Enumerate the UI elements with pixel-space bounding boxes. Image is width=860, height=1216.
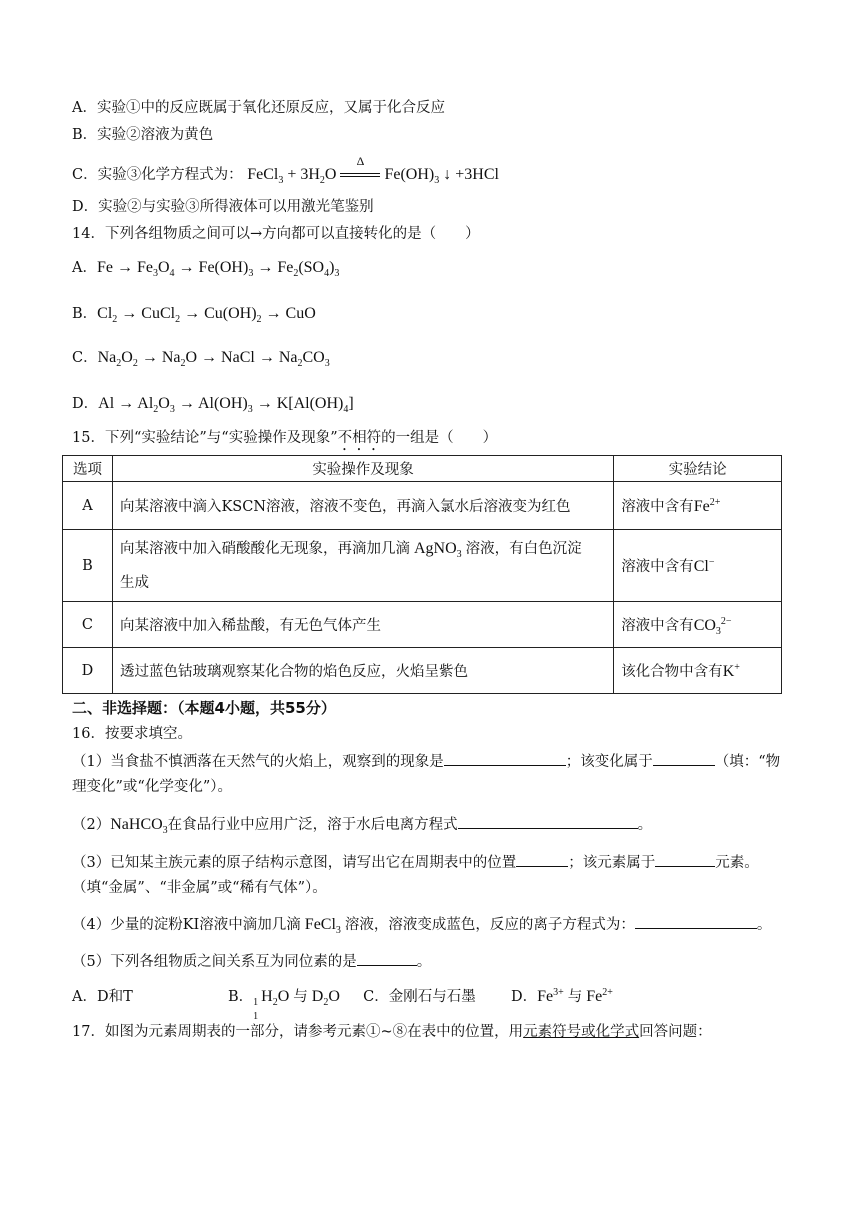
- table-row: [63, 602, 782, 648]
- q14-a-label: A．: [72, 260, 97, 276]
- answer-blank[interactable]: [635, 914, 757, 929]
- row-conclusion: 溶液中含有$CO_3^{2-}$: [614, 602, 782, 648]
- row-conclusion: 溶液中含有$Fe^{2+}$: [614, 482, 782, 530]
- q16-part5-options: A．D和T B． 1 1 $H_2O$ 与 $D_2O$ C．金刚石与石墨 D．$Fe^{3+}$ 与 $Fe^{2+}$: [72, 987, 613, 1022]
- q14-stem: 14．下列各组物质之间可以→方向都可以直接转化的是（ ）: [72, 226, 480, 242]
- q16-part3: （3）已知某主族元素的原子结构示意图，请写出它在周期表中的位置 ；该元素属于 元素。: [72, 852, 759, 873]
- q15-emphasis: 不相符: [337, 430, 382, 446]
- row-conclusion: 该化合物中含有K+: [614, 648, 782, 694]
- q13-option-d: D．实验②与实验③所得液体可以用激光笔鉴别: [72, 199, 374, 215]
- header-operation: 实验操作及现象: [112, 456, 613, 482]
- q15-stem-post: 的一组是（ ）: [381, 430, 498, 446]
- row-operation: 向某溶液中滴入KSCN溶液，溶液不变色，再滴入氯水后溶液变为红色: [112, 482, 613, 530]
- table-row: [63, 482, 782, 530]
- q15-table: [62, 455, 782, 694]
- header-conclusion: 实验结论: [614, 456, 782, 482]
- answer-blank[interactable]: [444, 751, 566, 766]
- heat-condition: Δ: [356, 154, 365, 168]
- option-c: C．金刚石与石墨: [363, 989, 476, 1005]
- q13-equation: FeCl$_3$ + $3H_2O$ Δ $Fe(OH)_3$ ↓ +3HCl: [247, 166, 499, 183]
- underlined-instruction: 元素符号或化学式: [523, 1024, 640, 1040]
- answer-blank[interactable]: [516, 852, 568, 867]
- row-option: A: [63, 482, 113, 530]
- answer-blank[interactable]: [653, 751, 715, 766]
- q16-part3-cont: （填“金属”、“非金属”或“稀有气体”）。: [72, 880, 327, 896]
- row-option: D: [63, 648, 113, 694]
- q16-part1: （1）当食盐不慎洒落在天然气的火焰上，观察到的现象是 ；该变化属于 （填：“物: [72, 751, 780, 772]
- q16-part2: （2）NaHCO$_3$在食品行业中应用广泛，溶于水后电离方程式 。: [72, 816, 653, 836]
- table-row: [63, 530, 782, 602]
- q13-option-c-label: C．实验③化学方程式为：: [72, 167, 243, 183]
- option-a: A．D和T: [72, 989, 133, 1005]
- section-heading: 二、非选择题：（本题4小题，共55分）: [72, 699, 336, 717]
- table-header-row: [63, 456, 782, 482]
- header-option: 选项: [63, 456, 113, 482]
- q15-stem: [72, 428, 497, 454]
- row-operation: 透过蓝色钴玻璃观察某化合物的焰色反应，火焰呈紫色: [112, 648, 613, 694]
- q15-stem-pre: 15．下列“实验结论”与“实验操作及现象”: [72, 430, 338, 446]
- answer-blank[interactable]: [357, 951, 417, 966]
- row-option: B: [63, 530, 113, 602]
- q13-option-c: [72, 154, 499, 186]
- q14-b-label: B．: [72, 306, 98, 322]
- q16-part4: （4）少量的淀粉KI溶液中滴加几滴 FeCl$_3$ 溶液，溶液变成蓝色，反应的离子方程式为： 。: [72, 916, 772, 936]
- q13-option-a: A．实验①中的反应既属于氧化还原反应，又属于化合反应: [72, 100, 445, 116]
- q16-stem: 16．按要求填空。: [72, 726, 192, 742]
- row-operation: 向某溶液中加入稀盐酸，有无色气体产生: [112, 602, 613, 648]
- answer-blank[interactable]: [655, 852, 715, 867]
- q14-option-c: C．$Na_2O_2 \to Na_2O$ → NaCl → $Na_2CO_3$: [72, 349, 330, 369]
- q14-d-label: D．: [72, 396, 99, 412]
- q14-option-d: D．$Al \to Al_2O_3 \to Al(OH)_3 \to K[Al(OH)_4]$: [72, 395, 354, 415]
- q16-part1-cont: 理变化”或“化学变化”）。: [72, 779, 232, 795]
- option-b: B．: [228, 989, 254, 1005]
- q17-stem: 17．如图为元素周期表的一部分，请参考元素①~⑧在表中的位置，用元素符号或化学式回答问题：: [72, 1024, 712, 1040]
- option-d: D．: [510, 989, 538, 1005]
- q14-c-label: C．: [72, 350, 98, 366]
- q14-option-b: B．$Cl_2$ → CuCl$_2$ → $Cu(OH)_2$ → CuO: [72, 305, 316, 325]
- q14-option-a: A．$Fe \to Fe_3O_4 \to Fe(OH)_3 \to Fe_2(SO_4)_3$: [72, 259, 340, 279]
- row-option: C: [63, 602, 113, 648]
- answer-blank[interactable]: [458, 814, 638, 829]
- q16-part5: （5）下列各组物质之间关系互为同位素的是 。: [72, 951, 431, 972]
- q13-option-b: B．实验②溶液为黄色: [72, 127, 214, 143]
- row-operation: 向某溶液中加入硝酸酸化无现象，再滴加几滴 AgNO$_3$ 溶液，有白色沉淀 生成: [112, 530, 613, 602]
- row-conclusion: 溶液中含有Cl−: [614, 530, 782, 602]
- table-row: [63, 648, 782, 694]
